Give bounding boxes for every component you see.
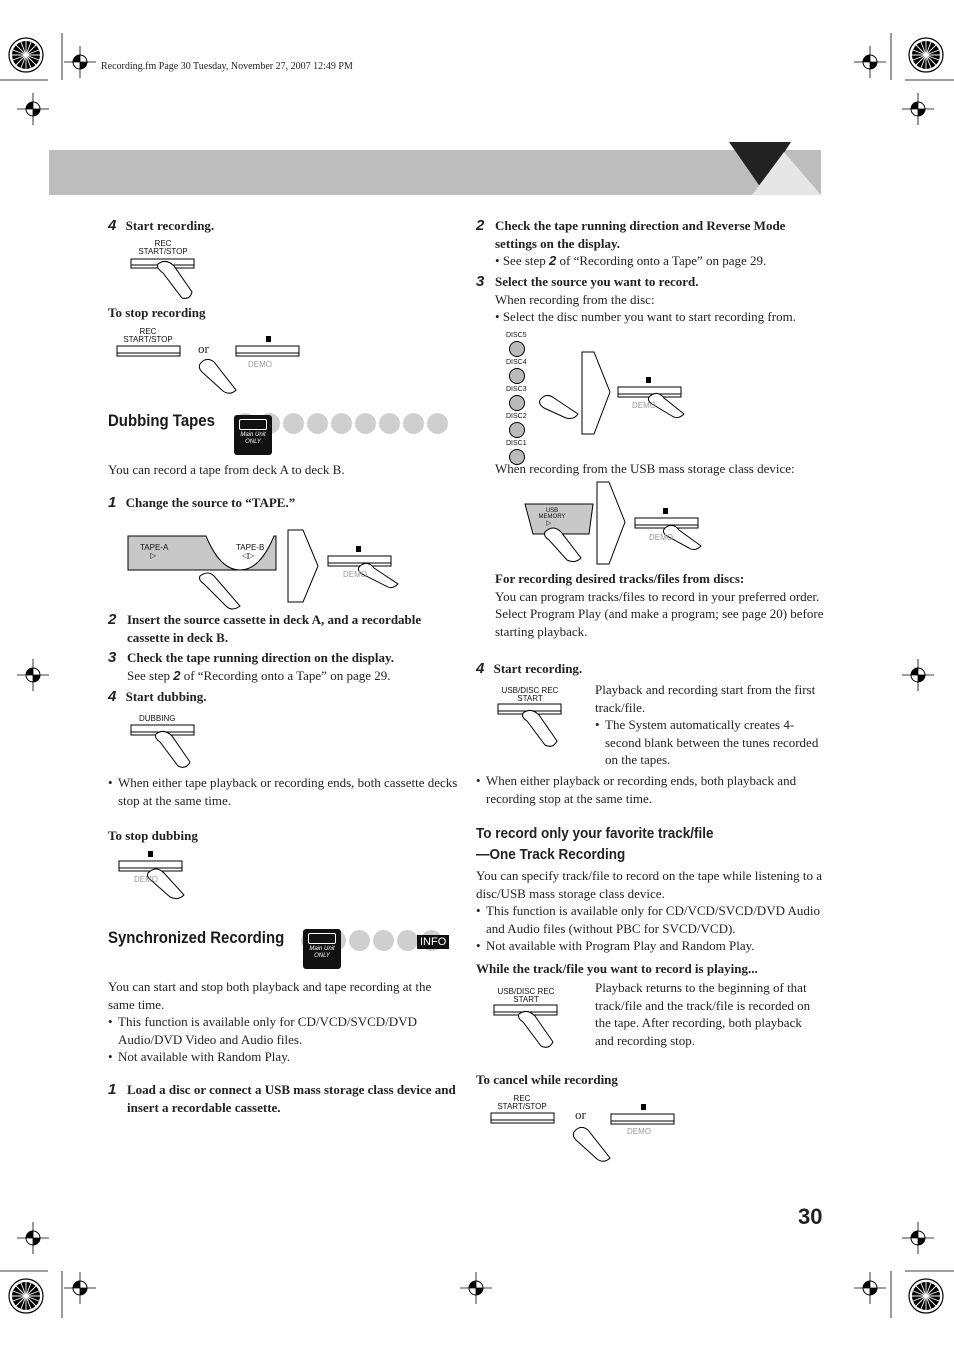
sync-intro: You can start and stop both playback and tape recording at the same time. <box>108 979 432 1012</box>
left-step4: 4 Start recording. <box>108 217 215 234</box>
one-track-heading: To record only your favorite track/file —One Track Recording <box>476 825 714 863</box>
page-number: 30 <box>798 1204 823 1229</box>
tape-a-symbol: ▷ <box>150 551 157 560</box>
tape-b-symbol: ◁▷ <box>242 551 255 560</box>
rec-start-stop-label: REC START/STOP <box>138 239 188 256</box>
demo-label-4: DEMO <box>632 401 656 410</box>
one-track-bullet-1: • This function is available only for CD/VCD/SVCD/DVD Audio and Audio files (without PBC for SVCD/VCD). <box>476 903 821 936</box>
dubbing-button-label: DUBBING <box>139 714 176 723</box>
step4-desc: Playback and recording start from the first track/file. • The System automatically creates 4-second blank between the tunes recorded on the tapes. <box>595 682 819 767</box>
sync-bullet-1: • This function is available only for CD/VCD/SVCD/DVD Audio/DVD Video and Audio files. <box>108 1014 417 1047</box>
demo-label-5: DEMO <box>649 533 673 542</box>
dubbing-step2: 2 Insert the source cassette in deck A, and a recordable cassette in deck B. <box>108 611 422 645</box>
info-badge: INFO <box>417 935 449 949</box>
sync-step1: 1 Load a disc or connect a USB mass storage class device and insert a recordable cassette. <box>108 1081 456 1115</box>
sync-recording-heading: Synchronized Recording <box>108 928 288 948</box>
usb-memory-symbol: ▷ <box>546 520 552 527</box>
right-step2: 2 Check the tape running direction and Reverse Mode settings on the display. • See step 2 of “Recording onto a Tape” on page 29. <box>476 217 786 268</box>
dubbing-button[interactable] <box>130 724 200 772</box>
right-step3: 3 Select the source you want to record. When recording from the disc: • Select the disc number you want to start recording from. <box>476 273 796 324</box>
disc4-button[interactable] <box>509 368 525 384</box>
dubbing-step1: 1 Change the source to “TAPE.” <box>108 494 296 511</box>
usb-memory-illustration[interactable] <box>525 482 705 567</box>
dubbing-step4: 4 Start dubbing. <box>108 688 207 705</box>
rec-start-stop-button[interactable] <box>130 258 220 303</box>
cancel-heading: To cancel while recording <box>476 1072 618 1087</box>
from-usb-text: When recording from the USB mass storage class device: <box>495 461 795 476</box>
usb-memory-label: USB MEMORY <box>538 508 566 520</box>
demo-label-3: DEMO <box>134 875 158 884</box>
usb-disc-rec-start-button-2[interactable] <box>493 1004 563 1052</box>
dubbing-intro: You can record a tape from deck A to deck B. <box>108 462 345 477</box>
right-end-bullet: • When either playback or recording ends, both playback and recording stop at the same time. <box>476 773 797 806</box>
page-corner-triangle-icon <box>728 142 822 196</box>
usb-disc-rec-start-label-2: USB/DISC REC START <box>497 987 555 1004</box>
or-text-2: or <box>575 1107 586 1122</box>
disc5-button[interactable] <box>509 341 525 357</box>
rec-start-stop-button-3[interactable] <box>490 1112 558 1126</box>
one-track-bullet-2: • Not available with Program Play and Random Play. <box>476 938 755 953</box>
dubbing-step3: 3 Check the tape running direction on the display. See step 2 of “Recording onto a Tape” on page 29. <box>108 649 395 683</box>
disc2-button[interactable] <box>509 422 525 438</box>
desired-tracks-block: For recording desired tracks/files from discs: You can program tracks/files to record in your preferred order. Select Program Play (and make a program; see page 20) before starting playback. <box>495 571 824 639</box>
disc-buttons: DISC5 DISC4 DISC3 DISC2 DISC1 <box>506 332 534 467</box>
disc-select-illustration <box>536 352 686 437</box>
one-track-intro: You can specify track/file to record on the tape while listening to a disc/USB mass storage class device. <box>476 868 822 901</box>
usb-disc-rec-start-label: USB/DISC REC START <box>501 686 559 703</box>
section-band <box>49 150 821 195</box>
right-step4: 4 Start recording. <box>476 660 583 677</box>
or-text: or <box>198 341 209 356</box>
demo-label-6: DEMO <box>627 1127 651 1136</box>
main-unit-only-badge: Main Unit ONLY <box>234 415 272 455</box>
while-playing-heading: While the track/file you want to record is playing... <box>476 961 758 976</box>
file-info-header: Recording.fm Page 30 Tuesday, November 27, 2007 12:49 PM <box>101 61 353 72</box>
sync-bullet-2: • Not available with Random Play. <box>108 1049 291 1064</box>
dubbing-tapes-heading: Dubbing Tapes <box>108 411 218 431</box>
rec-start-stop-label-2: REC START/STOP <box>123 327 173 344</box>
tape-b-label: TAPE-B <box>236 543 265 552</box>
demo-label: DEMO <box>248 360 272 369</box>
to-stop-recording-heading: To stop recording <box>108 305 206 320</box>
disc3-button[interactable] <box>509 395 525 411</box>
stop-button-2[interactable] <box>570 1104 680 1164</box>
rec-start-stop-button-2[interactable] <box>116 345 184 359</box>
one-track-desc: Playback returns to the beginning of that track/file and the track/file is recorded on the tape. After recording, both playback and recording stop. <box>595 980 811 1048</box>
tape-a-label: TAPE-A <box>140 543 169 552</box>
demo-label-2: DEMO <box>343 570 367 579</box>
dubbing-bullet: • When either tape playback or recording ends, both cassette decks stop at the same time. <box>108 775 458 808</box>
main-unit-only-badge-2: Main Unit ONLY <box>303 929 341 969</box>
to-stop-dubbing-heading: To stop dubbing <box>108 828 198 843</box>
usb-disc-rec-start-button[interactable] <box>497 703 567 751</box>
rec-start-stop-label-3: REC START/STOP <box>497 1094 547 1111</box>
